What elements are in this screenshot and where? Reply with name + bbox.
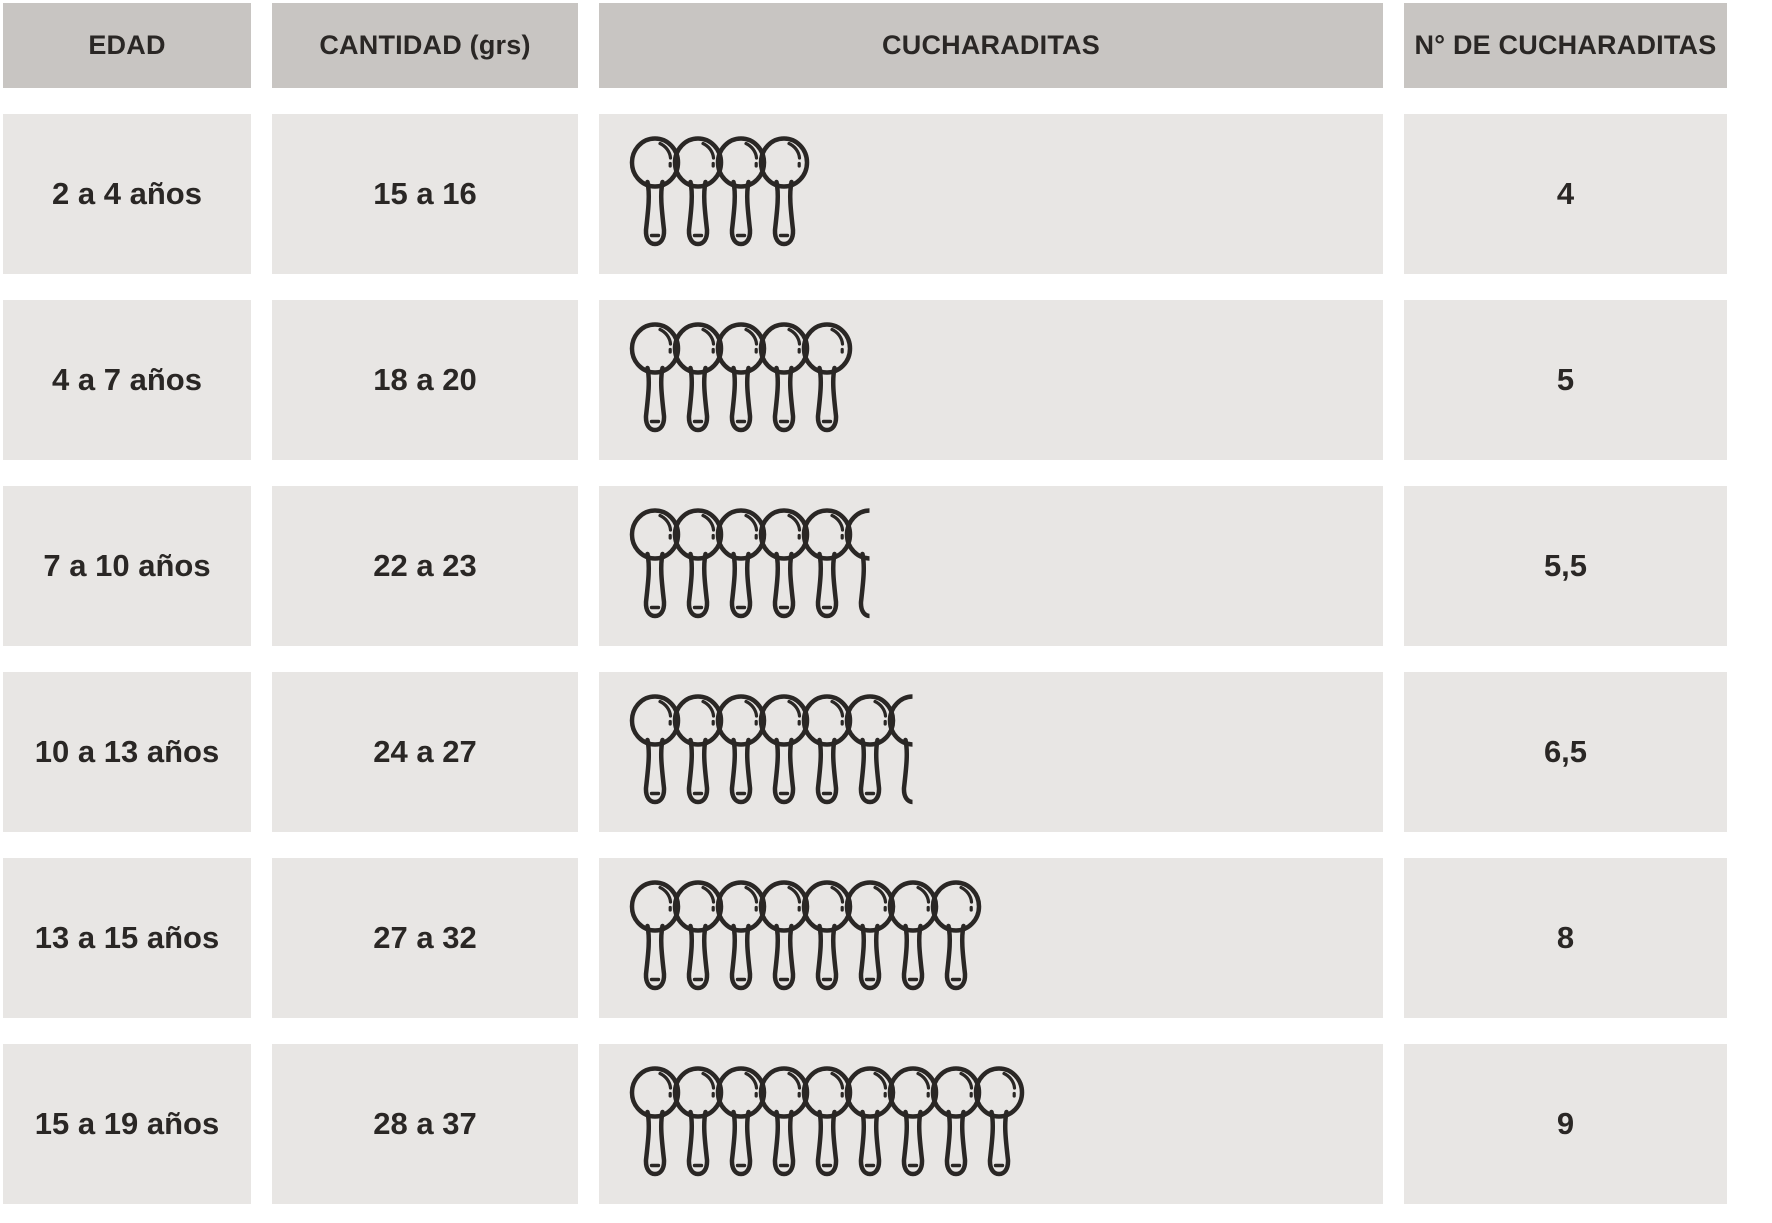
amount-cell: 22 a 23 [272,486,578,646]
count-cell: 5,5 [1404,486,1727,646]
amount-cell: 18 a 20 [272,300,578,460]
spoons-cell [599,486,1383,646]
count-cell: 5 [1404,300,1727,460]
age-cell: 4 a 7 años [3,300,251,460]
spoons-cell [599,114,1383,274]
age-cell: 7 a 10 años [3,486,251,646]
amount-cell: 28 a 37 [272,1044,578,1204]
amount-cell: 15 a 16 [272,114,578,274]
spoon-icon [928,880,984,996]
header-cell-cantidad: CANTIDAD (grs) [272,3,578,88]
header-cell-cucharaditas: CUCHARADITAS [599,3,1383,88]
count-cell: 9 [1404,1044,1727,1204]
header-cell-edad: EDAD [3,3,251,88]
spoons-cell [599,1044,1383,1204]
age-cell: 10 a 13 años [3,672,251,832]
spoon-icon [799,322,855,438]
age-cell: 15 a 19 años [3,1044,251,1204]
half-spoon-icon [885,694,941,810]
spoons-cell [599,858,1383,1018]
table-grid [3,3,1727,1204]
count-cell: 8 [1404,858,1727,1018]
count-cell: 4 [1404,114,1727,274]
spoons-cell [599,300,1383,460]
spoon-icon [756,136,812,252]
age-cell: 2 a 4 años [3,114,251,274]
age-cell: 13 a 15 años [3,858,251,1018]
spoons-cell [599,672,1383,832]
amount-cell: 27 a 32 [272,858,578,1018]
half-spoon-icon [842,508,898,624]
count-cell: 6,5 [1404,672,1727,832]
header-cell-n-cucharaditas: N° DE CUCHARADITAS [1404,3,1727,88]
amount-cell: 24 a 27 [272,672,578,832]
spoon-icon [971,1066,1027,1182]
